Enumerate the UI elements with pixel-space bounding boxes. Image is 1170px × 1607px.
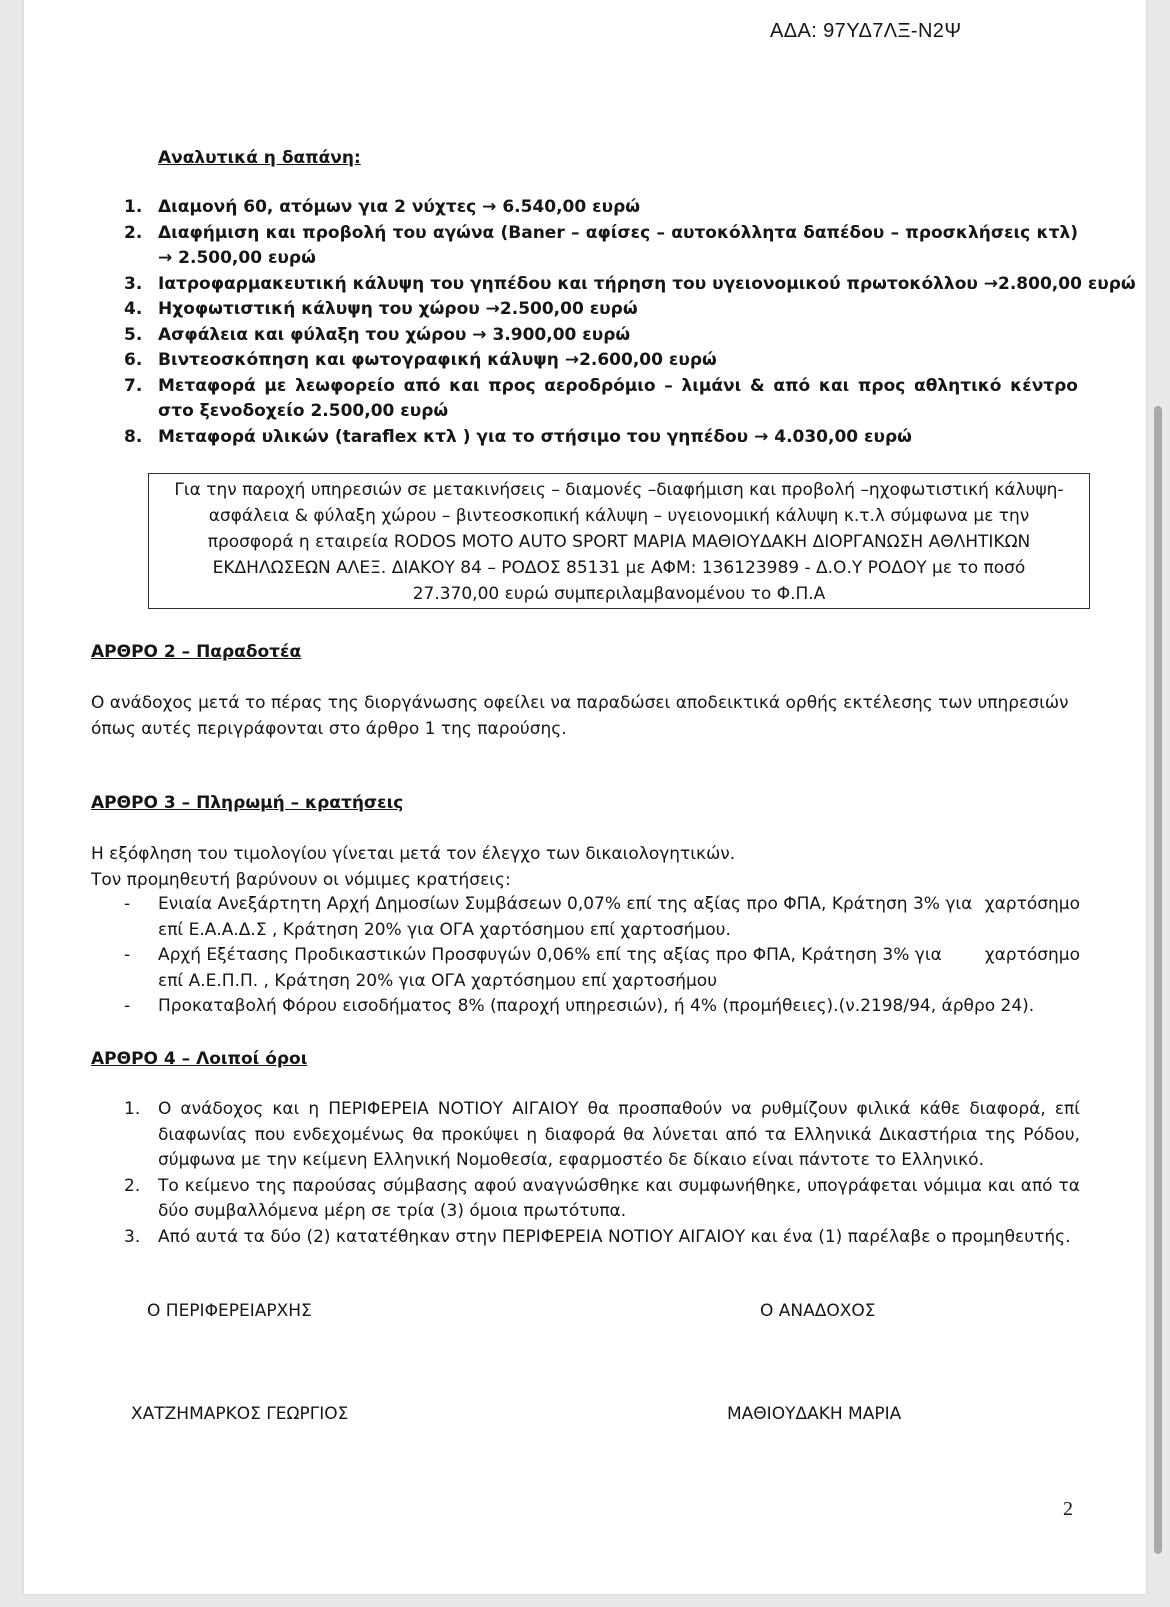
- deduction-item: [124, 943, 1080, 994]
- vertical-scrollbar[interactable]: [1154, 406, 1162, 1554]
- cost-item: [124, 221, 1078, 272]
- ada-code: ΑΔΑ: 97ΥΔ7ΛΞ-Ν2Ψ: [770, 20, 962, 42]
- summary-line: ασφάλεια & φύλαξη χώρου – βιντεοσκοπική κάλυψη – υγειονομική κάλυψη κ.τ.λ σύμφωνα με την: [208, 506, 1030, 526]
- item-text: Από αυτά τα δύο (2) κατατέθηκαν στην ΠΕΡΙΦΕΡΕΙΑ ΝΟΤΙΟΥ ΑΙΓΑΙΟΥ και ένα (1) παρέλαβε ο προμηθευτής.: [158, 1226, 1071, 1247]
- article-2-heading: ΑΡΘΡΟ 2 – Παραδοτέα: [91, 642, 302, 662]
- cost-item: [124, 348, 1078, 374]
- item-number: 6.: [124, 350, 143, 370]
- dash-bullet: -: [124, 894, 131, 914]
- item-number: 2.: [124, 1175, 141, 1196]
- contractor-title: Ο ΑΝΑΔΟΧΟΣ: [760, 1301, 876, 1321]
- page-number: 2: [1063, 1498, 1073, 1520]
- item-text: Ενιαία Ανεξάρτητη Αρχή Δημοσίων Συμβάσεων 0,07% επί της αξίας προ ΦΠΑ, Κράτηση 3% για: [158, 894, 973, 914]
- cost-item: [124, 195, 1078, 221]
- item-text-tail: χαρτόσημο: [984, 894, 1080, 914]
- item-text: Αρχή Εξέτασης Προδικαστικών Προσφυγών 0,06% επί της αξίας προ ΦΠΑ, Κράτηση 3% για: [158, 945, 942, 965]
- summary-line: 27.370,00 ευρώ συμπεριλαμβανομένου το Φ.Π.Α: [412, 584, 826, 604]
- paragraph-line: Ο ανάδοχος μετά το πέρας της διοργάνωσης οφείλει να παραδώσει αποδεικτικά ορθής εκτέλεσης των υπηρεσιών: [91, 693, 1069, 713]
- item-number: 4.: [124, 299, 143, 319]
- deductions-list: [124, 892, 1080, 1020]
- item-text-continuation: επί Ε.Α.Α.Δ.Σ , Κράτηση 20% για ΟΓΑ χαρτόσημου επί χαρτοσήμου.: [158, 919, 731, 940]
- dash-bullet: -: [124, 996, 131, 1016]
- item-number: 1.: [124, 1099, 141, 1119]
- item-text: Το κείμενο της παρούσας σύμβασης αφού αναγνώσθηκε και συμφωνήθηκε, υπογράφεται νόμιμα και από τα δύο συμβαλλόμενα μέρη σε τρία (3) όμοια πρωτότυπα.: [158, 1175, 1080, 1221]
- item-text: Ασφάλεια και φύλαξη του χώρου → 3.900,00 ευρώ: [158, 324, 631, 345]
- summary-line: προσφορά η εταιρεία RODOS MOTO AUTO SPORT ΜΑΡΙΑ ΜΑΘΙΟΥΔΑΚΗ ΔΙΟΡΓΑΝΩΣΗ ΑΘΛΗΤΙΚΩΝ: [207, 532, 1031, 552]
- cost-item: [124, 425, 1078, 451]
- regional-governor-title: Ο ΠΕΡΙΦΕΡΕΙΑΡΧΗΣ: [147, 1301, 312, 1321]
- cost-item: [124, 297, 1078, 323]
- deduction-item: [124, 892, 1080, 943]
- item-text-continuation: επί Α.Ε.Π.Π. , Κράτηση 20% για ΟΓΑ χαρτόσημου επί χαρτοσήμου: [158, 970, 718, 991]
- cost-item: [124, 374, 1078, 425]
- item-text: Ιατροφαρμακευτική κάλυψη του γηπέδου και τήρηση του υγειονομικού πρωτοκόλλου →2.800,00 ευρώ: [158, 273, 1136, 294]
- paragraph-line: Τον προμηθευτή βαρύνουν οι νόμιμες κρατήσεις:: [91, 870, 511, 890]
- item-text: Μεταφορά υλικών (taraflex κτλ ) για το στήσιμο του γηπέδου → 4.030,00 ευρώ: [158, 426, 912, 447]
- paragraph-line: Η εξόφληση του τιμολογίου γίνεται μετά τον έλεγχο των δικαιολογητικών.: [91, 844, 736, 864]
- item-number: 3.: [124, 273, 143, 294]
- item-number: 8.: [124, 426, 143, 447]
- contractor-summary-box: [148, 473, 1090, 609]
- item-text: Προκαταβολή Φόρου εισοδήματος 8% (παροχή υπηρεσιών), ή 4% (προμήθειες).(ν.2198/94, άρθρο 24).: [158, 996, 1035, 1016]
- dash-bullet: -: [124, 945, 131, 965]
- term-item: [124, 1225, 1080, 1251]
- item-number: 5.: [124, 324, 143, 345]
- item-text: Βιντεοσκόπηση και φωτογραφική κάλυψη →2.600,00 ευρώ: [158, 350, 717, 370]
- item-number: 1.: [124, 197, 143, 217]
- deduction-item: [124, 994, 1080, 1020]
- item-text-tail: χαρτόσημο: [984, 945, 1080, 965]
- item-number: 2.: [124, 222, 143, 243]
- regional-governor-name: ΧΑΤΖΗΜΑΡΚΟΣ ΓΕΩΡΓΙΟΣ: [131, 1404, 349, 1424]
- article-3-body: [91, 841, 1091, 893]
- cost-list: [124, 195, 1136, 450]
- article-4-heading: ΑΡΘΡΟ 4 – Λοιποί όροι: [91, 1049, 308, 1069]
- article-2-body: [91, 690, 1091, 742]
- cost-item: [124, 323, 1078, 349]
- term-item: [124, 1174, 1080, 1225]
- item-number: 3.: [124, 1226, 141, 1247]
- contractor-name: ΜΑΘΙΟΥΔΑΚΗ ΜΑΡΙΑ: [727, 1404, 902, 1424]
- item-text: Διαμονή 60, ατόμων για 2 νύχτες → 6.540,00 ευρώ: [158, 197, 641, 217]
- term-item: [124, 1097, 1080, 1174]
- item-text: Διαφήμιση και προβολή του αγώνα (Baner – αφίσες – αυτοκόλλητα δαπέδου – προσκλήσεις κτλ) → 2.500,00 ευρώ: [158, 222, 1078, 268]
- summary-line: ΕΚΔΗΛΩΣΕΩΝ ΑΛΕΞ. ΔΙΑΚΟΥ 84 – ΡΟΔΟΣ 85131 με ΑΦΜ: 136123989 - Δ.Ο.Υ ΡΟΔΟΥ με το ποσό: [212, 558, 1026, 578]
- summary-line: Για την παροχή υπηρεσιών σε μετακινήσεις – διαμονές –διαφήμιση και προβολή –ηχοφωτιστική κάλυψη-: [174, 480, 1064, 500]
- item-text: Ο ανάδοχος και η ΠΕΡΙΦΕΡΕΙΑ ΝΟΤΙΟΥ ΑΙΓΑΙΟΥ θα προσπαθούν να ρυθμίζουν φιλικά κάθε διαφορά, επί διαφωνίας που ενδεχομένως θα προκύψει η διαφορά θα λύνεται από τα Ελληνικά Δικαστήρια της Ρόδου, σύμφωνα με την κείμενη Ελληνική Νομοθεσία, εφαρμοστέο δε δίκαιο είναι πάντοτε το Ελληνικό.: [158, 1099, 1080, 1170]
- article-3-heading: ΑΡΘΡΟ 3 – Πληρωμή – κρατήσεις: [91, 793, 404, 813]
- cost-item: [124, 272, 1136, 298]
- terms-list: [124, 1097, 1080, 1250]
- item-number: 7.: [124, 375, 143, 396]
- paragraph-line: όπως αυτές περιγράφονται στο άρθρο 1 της παρούσης.: [91, 719, 567, 739]
- cost-breakdown-heading: Αναλυτικά η δαπάνη:: [158, 148, 361, 168]
- item-text: Μεταφορά με λεωφορείο από και προς αεροδρόμιο – λιμάνι & από και προς αθλητικό κέντρο στο ξενοδοχείο 2.500,00 ευρώ: [158, 375, 1078, 421]
- item-text: Ηχοφωτιστική κάλυψη του χώρου →2.500,00 ευρώ: [158, 299, 638, 319]
